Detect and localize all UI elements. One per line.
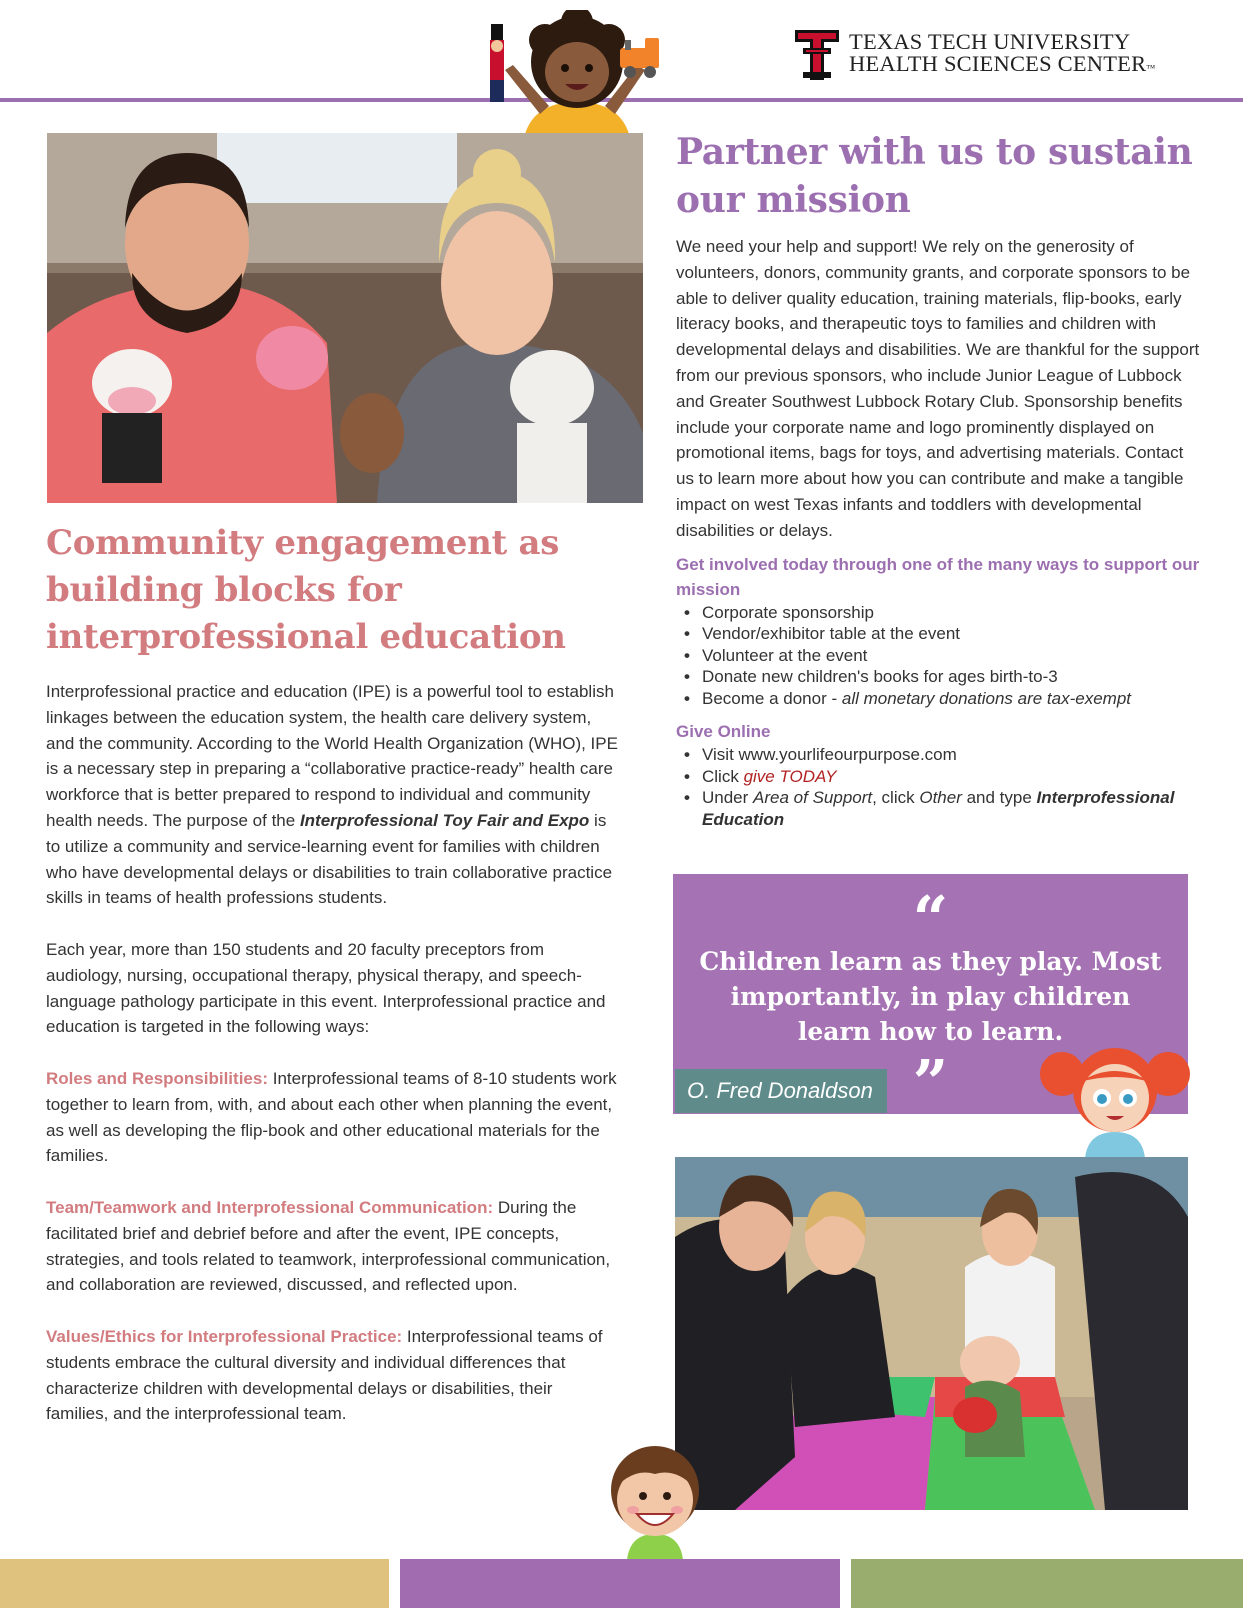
list-item: • Under Area of Support, click Other and type Interprofessional Education bbox=[684, 787, 1201, 830]
quote-text: Children learn as they play. Most importantly, in play children learn how to learn. bbox=[699, 947, 1162, 1046]
open-quote-icon: “ bbox=[912, 882, 949, 955]
right-heading: Partner with us to sustain our mission bbox=[676, 131, 1193, 221]
left-heading: Community engagement as building blocks for interprofessional education bbox=[46, 523, 566, 657]
intro-paragraph: Interprofessional practice and education (IPE) is a powerful tool to establish linkages between the education system, the health care delivery system, and the community. According to the World Health Organization (WHO), IPE is a necessary step in preparing a “collaborative practice-ready” health care workforce that is better prepared to respond to individual and community health needs. The purpose of the Interprofessional Toy Fair and Expo is to utilize a community and service-learning event for families with children who have developmental delays or disabilities to train collaborative practice skills in teams of health professions students. bbox=[46, 682, 618, 908]
give-online-heading: Give Online bbox=[676, 722, 771, 742]
get-involved-heading: Get involved today through one of the many ways to support our mission bbox=[676, 554, 1200, 599]
values-paragraph: Values/Ethics for Interprofessional Practice: Interprofessional teams of students embrace the cultural diversity and individual differences that characterize children with developmental delays or disabilities, their families, and the interprofessional team. bbox=[46, 1326, 603, 1424]
list-item: • Donate new children's books for ages birth-to-3 bbox=[684, 666, 1201, 688]
girl-illustration bbox=[1040, 1040, 1190, 1158]
footer-bar-gold bbox=[0, 1559, 389, 1608]
roles-paragraph: Roles and Responsibilities: Interprofessional teams of 8-10 students work together to learn from, with, and about each other when planning the event, as well as developing the flip-book and other educational materials for the families. bbox=[46, 1068, 617, 1166]
close-quote-icon: ” bbox=[912, 1046, 949, 1119]
double-t-logo-icon bbox=[795, 30, 839, 80]
logo-line-2: HEALTH SCIENCES CENTER™ bbox=[849, 51, 1156, 76]
right-column bbox=[676, 128, 1201, 830]
visit-website-link[interactable]: • Visit www.yourlifeourpurpose.com bbox=[684, 744, 1201, 766]
footer-bar-green bbox=[851, 1559, 1243, 1608]
quote-author: O. Fred Donaldson bbox=[675, 1069, 887, 1113]
get-involved-list bbox=[684, 602, 1201, 710]
teamwork-paragraph: Team/Teamwork and Interprofessional Communication: During the facilitated brief and debrief before and after the event, IPE concepts, strategies, and tools related to teamwork, interprofessional communication, and collaboration are reviewed, discussed, and reflected upon. bbox=[46, 1197, 611, 1295]
trademark-symbol: ™ bbox=[1146, 63, 1156, 73]
puppets-photo bbox=[47, 133, 643, 503]
footer-bar-purple bbox=[400, 1559, 840, 1608]
participation-paragraph: Each year, more than 150 students and 20 faculty preceptors from audiology, nursing, occupational therapy, physical therapy, and speech-language pathology participate in this event. Interprofessional practice and education is targeted in the following ways: bbox=[46, 939, 606, 1037]
students-with-baby-photo bbox=[675, 1157, 1188, 1510]
give-online-list bbox=[684, 744, 1201, 830]
support-paragraph: We need your help and support! We rely on the generosity of volunteers, donors, community grants, and corporate sponsors to be able to deliver quality education, training materials, flip-books, early literacy books, and therapeutic toys to families and children with developmental delays and disabilities. We are thankful for the support from our previous sponsors, who include Junior League of Lubbock and Greater Southwest Lubbock Rotary Club. Sponsorship benefits include your corporate name and logo prominently displayed on promotional items, bags for toys, and advertising materials. Contact us to learn more about how you can contribute and make a tangible impact on west Texas infants and toddlers with developmental disabilities or delays. bbox=[676, 237, 1200, 540]
values-label: Values/Ethics for Interprofessional Practice: bbox=[46, 1326, 403, 1346]
teamwork-label: Team/Teamwork and Interprofessional Communication: bbox=[46, 1197, 494, 1217]
list-item: • Volunteer at the event bbox=[684, 645, 1201, 667]
roles-label: Roles and Responsibilities: bbox=[46, 1068, 268, 1088]
list-item: • Become a donor - all monetary donations are tax-exempt bbox=[684, 688, 1201, 710]
list-item: • Corporate sponsorship bbox=[684, 602, 1201, 624]
left-column bbox=[46, 520, 618, 1427]
logo-line-1: TEXAS TECH UNIVERSITY bbox=[849, 29, 1131, 54]
list-item: • Vendor/exhibitor table at the event bbox=[684, 623, 1201, 645]
boy-illustration bbox=[605, 1438, 705, 1560]
kid-with-toys-illustration bbox=[485, 10, 670, 134]
event-name: Interprofessional Toy Fair and Expo bbox=[299, 810, 590, 830]
list-item: • Click give TODAY bbox=[684, 766, 1201, 788]
ttuhsc-logo bbox=[795, 30, 1155, 80]
logo-wordmark bbox=[849, 31, 1155, 79]
give-today-link[interactable]: give TODAY bbox=[743, 766, 837, 786]
